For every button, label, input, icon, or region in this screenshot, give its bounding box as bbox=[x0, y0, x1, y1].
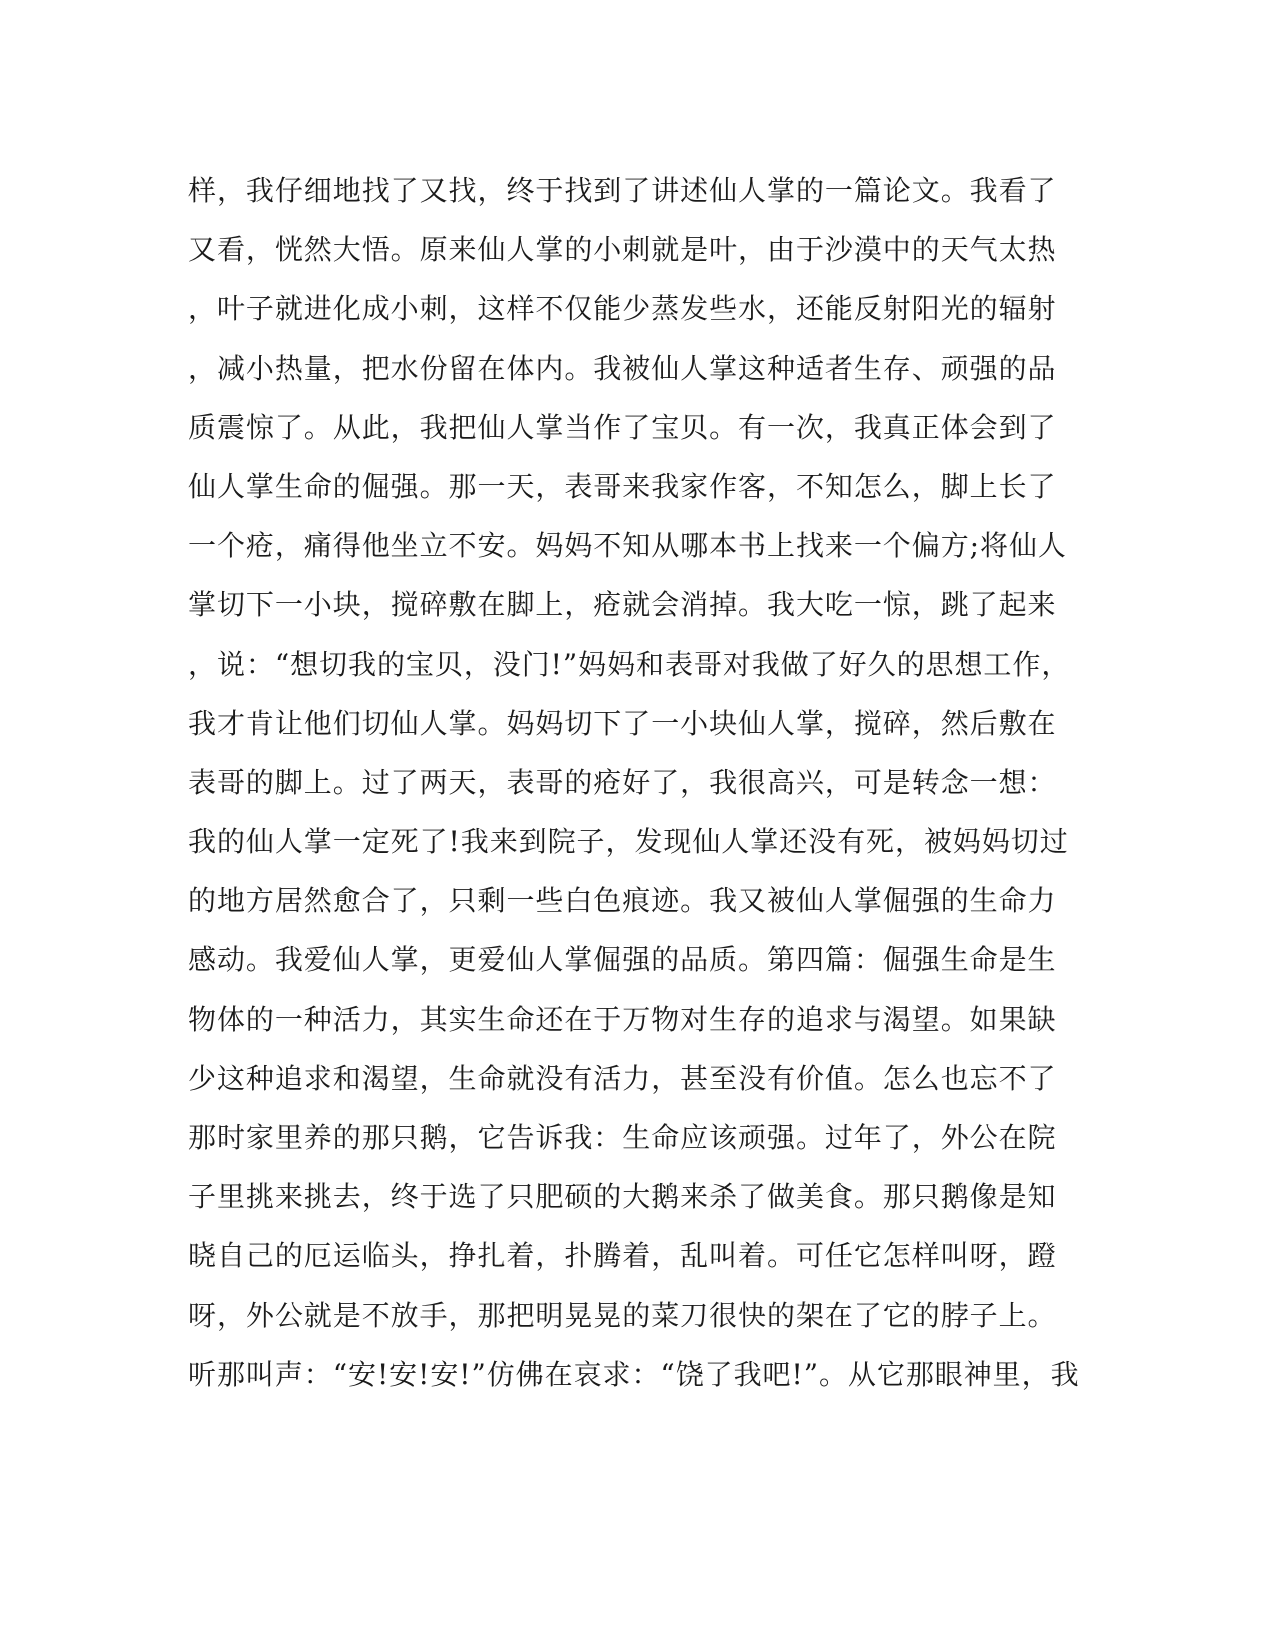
text-line: 样，我仔细地找了又找，终于找到了讲述仙人掌的一篇论文。我看了 bbox=[188, 174, 1057, 207]
text-line: 又看，恍然大悟。原来仙人掌的小刺就是叶，由于沙漠中的天气太热 bbox=[188, 233, 1057, 267]
text-line: 我的仙人掌一定死了!我来到院子，发现仙人掌还没有死，被妈妈切过 bbox=[188, 825, 1069, 859]
text-line: 仙人掌生命的倔强。那一天，表哥来我家作客，不知怎么，脚上长了 bbox=[188, 469, 1057, 503]
body-text bbox=[188, 161, 1080, 1404]
text-line: ，说：“想切我的宝贝，没门!”妈妈和表哥对我做了好久的思想工作， bbox=[188, 647, 1071, 681]
text-line: 少这种追求和渴望，生命就没有活力，甚至没有价值。怎么也忘不了 bbox=[188, 1061, 1057, 1095]
text-line: 表哥的脚上。过了两天，表哥的疮好了，我很高兴，可是转念一想： bbox=[188, 765, 1057, 799]
text-line: 那时家里养的那只鹅，它告诉我：生命应该顽强。过年了，外公在院 bbox=[188, 1121, 1057, 1154]
text-line: 感动。我爱仙人掌，更爱仙人掌倔强的品质。第四篇：倔强生命是生 bbox=[188, 943, 1057, 977]
text-line: ，叶子就进化成小刺，这样不仅能少蒸发些水，还能反射阳光的辐射 bbox=[188, 292, 1057, 326]
text-line: 一个疮，痛得他坐立不安。妈妈不知从哪本书上找来一个偏方;将仙人 bbox=[188, 529, 1067, 563]
text-line: 物体的一种活力，其实生命还在于万物对生存的追求与渴望。如果缺 bbox=[188, 1002, 1057, 1036]
text-line: 掌切下一小块，搅碎敷在脚上，疮就会消掉。我大吃一惊，跳了起来 bbox=[188, 588, 1057, 622]
text-line: 晓自己的厄运临头，挣扎着，扑腾着，乱叫着。可任它怎样叫呀，蹬 bbox=[188, 1239, 1057, 1273]
text-line: 的地方居然愈合了，只剩一些白色痕迹。我又被仙人掌倔强的生命力 bbox=[188, 884, 1057, 918]
text-line: 质震惊了。从此，我把仙人掌当作了宝贝。有一次，我真正体会到了 bbox=[188, 410, 1057, 444]
text-line: 听那叫声：“安!安!安!”仿佛在哀求：“饶了我吧!”。从它那眼神里，我 bbox=[188, 1357, 1080, 1391]
text-line: 子里挑来挑去，终于选了只肥硕的大鹅来杀了做美食。那只鹅像是知 bbox=[188, 1180, 1057, 1214]
text-line: 呀，外公就是不放手，那把明晃晃的菜刀很快的架在了它的脖子上。 bbox=[188, 1298, 1057, 1332]
text-line: 我才肯让他们切仙人掌。妈妈切下了一小块仙人掌，搅碎，然后敷在 bbox=[188, 706, 1057, 740]
text-line: ，减小热量，把水份留在体内。我被仙人掌这种适者生存、顽强的品 bbox=[188, 351, 1057, 385]
